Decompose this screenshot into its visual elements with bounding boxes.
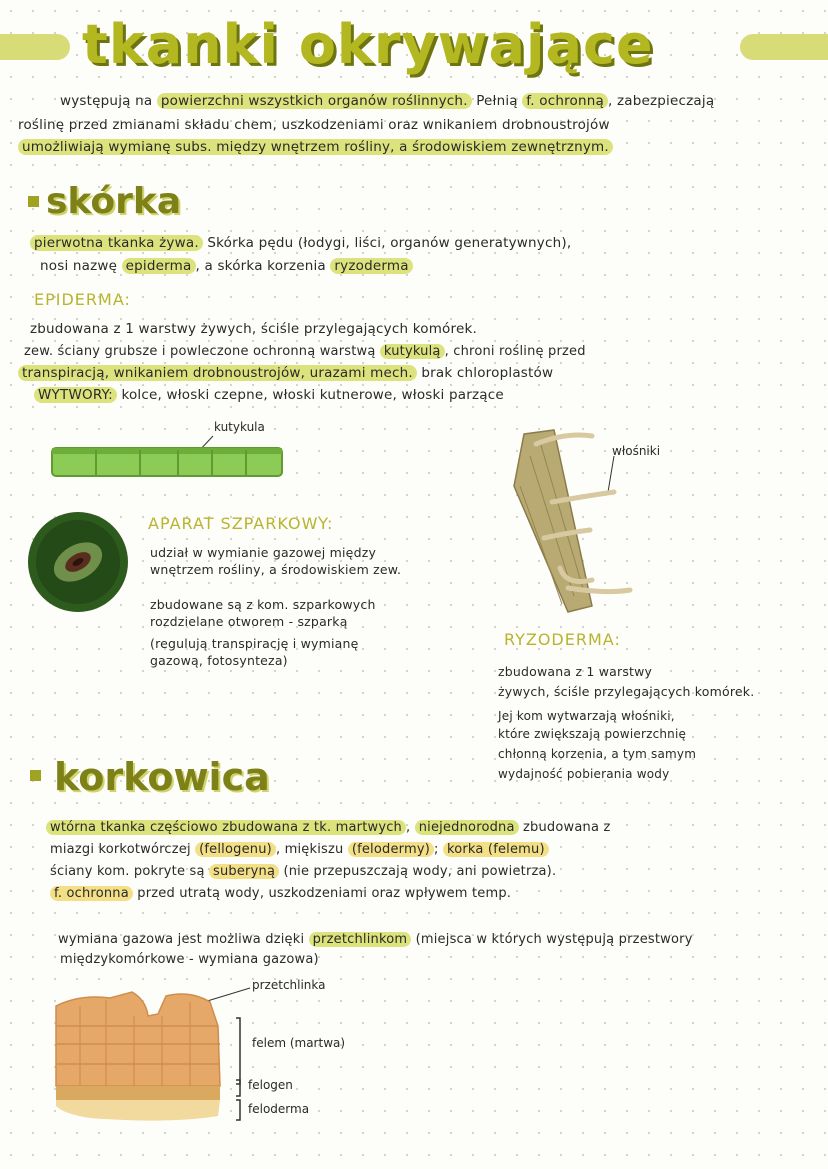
aparat-line-1: udział w wymianie gazowej między <box>150 545 377 560</box>
aparat-line-4: rozdzielane otworem - szparką <box>150 614 348 629</box>
korkowica-line-5: wymiana gazowa jest możliwa dzięki przetchlinkom (miejsca w których występują przestwory <box>58 932 693 947</box>
korkowica-line-3: ściany kom. pokryte są suberyną (nie przepuszczają wody, ani powietrza). <box>50 864 557 879</box>
aparat-line-2: wnętrzem rośliny, a środowiskiem zew. <box>150 562 402 577</box>
ryzoderma-line-5: chłonną korzenia, a tym samym <box>498 747 697 761</box>
bullet-icon <box>28 196 39 207</box>
intro-line-1: występują na powierzchni wszystkich organów roślinnych. Pełnią f. ochronną , zabezpieczają <box>60 93 715 109</box>
skorka-line-2: nosi nazwę epiderma , a skórka korzenia ryzoderma <box>40 257 413 276</box>
ryzoderma-line-4: które zwiększają powierzchnię <box>498 727 687 741</box>
aparat-line-6: gazową, fotosynteza) <box>150 653 288 668</box>
epiderma-line-4: WYTWORY: kolce, włoski czepne, włoski kutnerowe, włoski parzące <box>34 386 504 405</box>
skorka-line-1: pierwotna tkanka żywa. Skórka pędu (łodygi, liści, organów generatywnych), <box>30 234 571 253</box>
ryzoderma-heading: RYZODERMA: <box>504 630 621 649</box>
korkowica-line-2: miazgi korkotwórczej (fellogenu) , miękiszu (felodermy) ; korka (felemu) <box>50 840 549 859</box>
title-banner-left <box>0 34 70 60</box>
epiderma-cell-diagram <box>48 430 288 482</box>
ryzoderma-line-6: wydajność pobierania wody <box>498 767 670 781</box>
intro-line-3: umożliwiają wymianę subs. między wnętrzem rośliny, a środowiskiem zewnętrznym. <box>18 138 613 157</box>
korkowica-line-4: f. ochronna przed utratą wody, uszkodzeniami oraz wpływem temp. <box>50 884 511 903</box>
epiderma-heading: EPIDERMA: <box>34 290 131 309</box>
stoma-diagram <box>26 508 130 616</box>
aparat-line-5: (regulują transpirację i wymianę <box>150 636 359 651</box>
section-heading-korkowica: korkowica <box>54 755 270 799</box>
kutykula-label: kutykula <box>214 420 265 434</box>
ryzoderma-line-1: zbudowana z 1 warstwy <box>498 664 653 679</box>
epiderma-line-1: zbudowana z 1 warstwy żywych, ściśle przylegających komórek. <box>30 321 477 337</box>
page-title: tkanki okrywające <box>82 13 654 76</box>
korkowica-line-6: międzykomórkowe - wymiana gazowa) <box>60 952 319 967</box>
ryzoderma-line-2: żywych, ściśle przylegających komórek. <box>498 684 755 699</box>
ryzoderma-line-3: Jej kom wytwarzają włośniki, <box>498 709 675 723</box>
section-heading-skorka: skórka <box>46 181 182 222</box>
title-banner-right <box>740 34 828 60</box>
feloderma-label: feloderma <box>248 1102 310 1116</box>
root-hair-diagram <box>496 426 656 616</box>
wlosniki-label: włośniki <box>612 444 661 458</box>
aparat-line-3: zbudowane są z kom. szparkowych <box>150 597 376 612</box>
felogen-label: felogen <box>248 1078 293 1092</box>
felem-label: felem (martwa) <box>252 1036 346 1050</box>
epiderma-line-3: transpiracją, wnikaniem drobnoustrojów, urazami mech. brak chloroplastów <box>18 364 553 383</box>
aparat-heading: APARAT SZPARKOWY: <box>148 514 334 533</box>
korkowica-line-1: wtórna tkanka częściowo zbudowana z tk. martwych , niejednorodna zbudowana z <box>46 818 611 837</box>
epiderma-line-2: zew. ściany grubsze i powleczone ochronną warstwą kutykulą , chroni roślinę przed <box>24 344 586 359</box>
bullet-icon <box>30 770 41 781</box>
przetchlinka-label: przetchlinka <box>252 978 326 992</box>
intro-line-2: roślinę przed zmianami składu chem, uszkodzeniami oraz wnikaniem drobnoustrojów <box>18 117 610 133</box>
